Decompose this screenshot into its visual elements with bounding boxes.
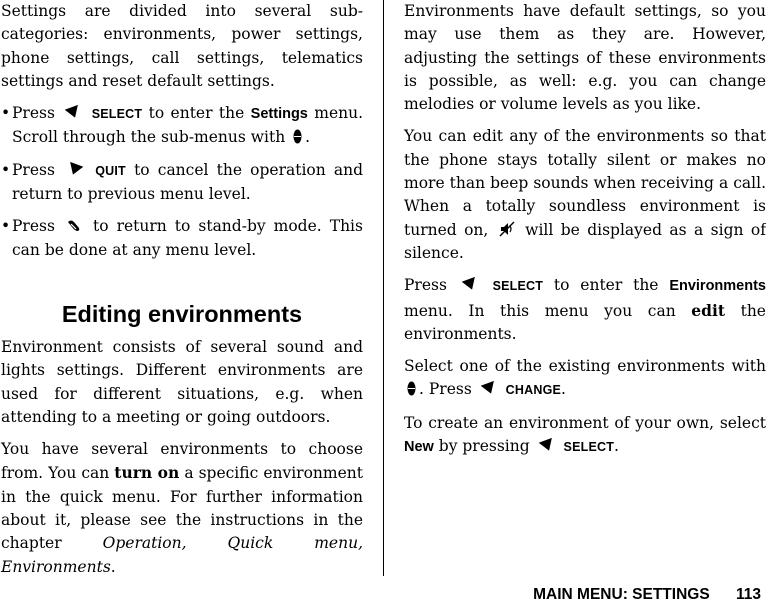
quick-menu-paragraph	[1, 438, 363, 579]
paragraph-text: .	[110, 557, 116, 576]
softkey-right-icon	[66, 162, 84, 177]
softkey-left-icon	[64, 105, 82, 120]
select-key-label: SELECT	[563, 440, 615, 455]
left-column	[1, 0, 363, 588]
bullet-standby	[1, 215, 363, 262]
environments-menu-paragraph	[404, 274, 766, 346]
paragraph-text: a specific environment in the quick menu. For further information about it, please see the instructions in the chapter	[1, 464, 363, 553]
paragraph-text: the environments.	[404, 301, 766, 343]
create-environment-paragraph	[404, 412, 766, 460]
new-menu-label: New	[404, 439, 434, 456]
softkey-left-icon	[480, 381, 498, 396]
paragraph-text: menu. In this menu you can	[404, 301, 676, 320]
bullet-text: Press	[12, 104, 55, 123]
bullet-quit	[1, 159, 363, 207]
select-environment-paragraph	[404, 355, 766, 403]
edit-emphasis: edit	[691, 300, 726, 320]
bullet-text: to cancel the operation and return to previous menu level.	[12, 160, 364, 204]
softkey-left-icon	[461, 277, 479, 292]
bullet-text: to enter the	[148, 104, 245, 123]
paragraph-text: . Press	[419, 380, 472, 399]
turn-on-emphasis: turn on	[114, 463, 180, 483]
default-settings-paragraph: Environments have default settings, so you may use them as they are. However, adjusting the settings of these environments is possible, as well: e.g. you can change melodies or volume levels as you like.	[404, 2, 766, 114]
paragraph-text: will be displayed as a sign of silence.	[404, 220, 766, 262]
footer-section-title: MAIN MENU: SETTINGS	[533, 586, 710, 603]
paragraph-text: .	[614, 437, 619, 456]
bullet-text: .	[305, 128, 311, 147]
page-footer	[533, 585, 761, 605]
softkey-left-icon	[538, 438, 556, 453]
silent-environment-paragraph	[404, 125, 766, 265]
select-key-label: SELECT	[492, 279, 544, 294]
silent-mode-icon	[499, 221, 515, 237]
scroll-key-icon	[407, 381, 416, 396]
bullet-select-settings	[1, 102, 363, 150]
right-column	[404, 0, 766, 468]
settings-menu-label: Settings	[250, 106, 308, 123]
paragraph-text: to enter the	[553, 276, 659, 295]
bullet-dot: •	[1, 160, 11, 179]
bullet-text: menu. Scroll through the sub-menus with	[12, 104, 364, 147]
chapter-reference: Operation, Quick menu, Environments	[1, 534, 363, 576]
paragraph-text: by pressing	[438, 437, 530, 456]
paragraph-text: Press	[404, 276, 447, 295]
environments-menu-label: Environments	[669, 278, 766, 295]
bullet-text: Press	[12, 160, 55, 179]
scroll-key-icon	[293, 129, 302, 144]
change-key-label: CHANGE	[505, 383, 562, 398]
paragraph-text: You can edit any of the environments so that the phone stays totally silent or makes no more than beep sounds when receiving a call. When a totally soundless environment is turned on,	[404, 127, 766, 239]
select-key-label: SELECT	[91, 107, 143, 122]
environment-paragraph: Environment consists of several sound and lights settings. Different environments are used for different situations, e.g. when attending to a meeting or going outdoors.	[1, 337, 363, 426]
bullet-dot: •	[1, 104, 11, 123]
bullet-text: to return to stand-by mode. This can be done at any menu level.	[12, 217, 363, 259]
intro-paragraph: Settings are divided into several sub-categories: environments, power settings, phone settings, call settings, telematics settings and reset default settings.	[1, 2, 363, 90]
paragraph-text: .	[561, 380, 566, 399]
column-divider	[383, 0, 384, 576]
section-heading: Editing environments	[61, 300, 303, 327]
paragraph-text: To create an environment of your own, select	[404, 413, 766, 432]
page-number: 113	[735, 586, 761, 603]
bullet-dot: •	[1, 217, 11, 236]
bullet-text: Press	[12, 217, 55, 236]
paragraph-text: You have several environments to choose from. You can	[1, 440, 363, 483]
paragraph-text: Select one of the existing environments with	[404, 357, 766, 376]
end-call-icon	[66, 218, 82, 233]
quit-key-label: QUIT	[95, 163, 126, 178]
